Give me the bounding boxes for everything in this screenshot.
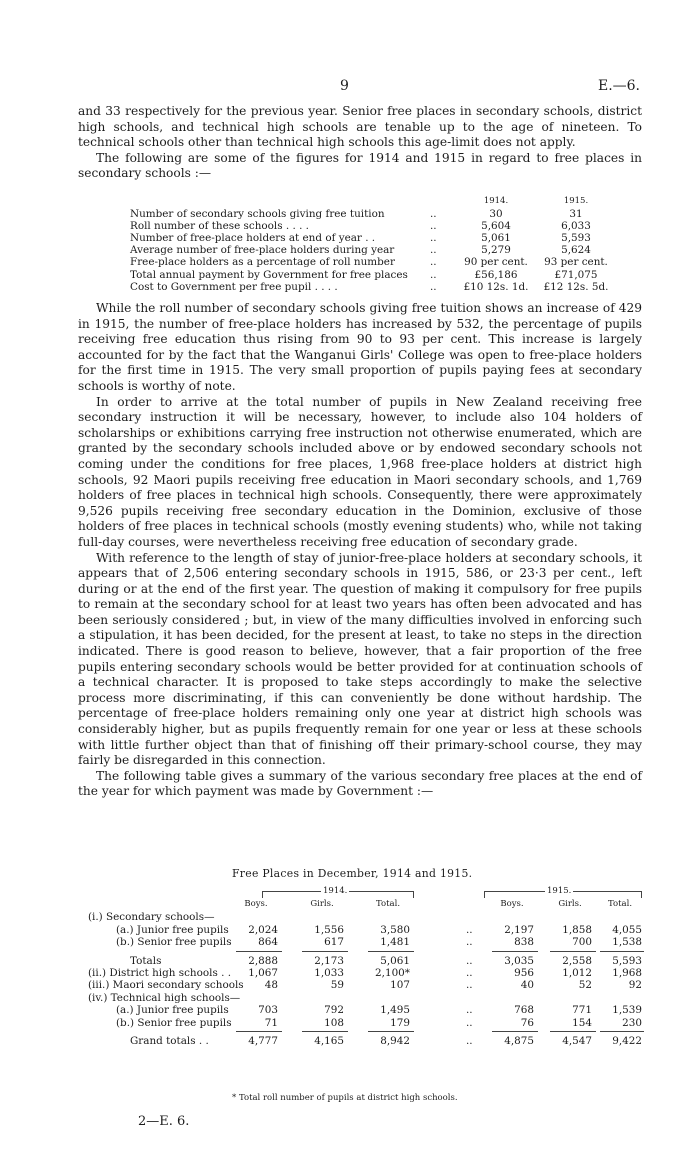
- table-row: [78, 911, 642, 923]
- figures-label: Cost to Government per free pupil . . . .: [130, 280, 338, 293]
- table-row: [78, 924, 642, 936]
- figures-row: [78, 232, 642, 244]
- row-label: (a.) Junior free pupils: [116, 923, 229, 936]
- table-cell: 1,495: [380, 1004, 410, 1017]
- table-cell: 792: [324, 1004, 344, 1017]
- total-rule: [368, 1031, 414, 1032]
- figures-row: [78, 256, 642, 268]
- figures-row: [78, 220, 642, 232]
- table-row: [78, 1004, 642, 1016]
- table-cell: 4,777: [248, 1034, 278, 1047]
- row-label: (a.) Junior free pupils: [116, 1004, 229, 1017]
- value-1915: £71,075: [554, 268, 598, 281]
- table-cell: 1,968: [612, 966, 642, 979]
- leader-dots: ..: [430, 280, 437, 293]
- value-1914: 90 per cent.: [464, 256, 528, 269]
- table-cell: 703: [258, 1004, 278, 1017]
- row-label: (i.) Secondary schools—: [88, 911, 215, 924]
- table-cell: 179: [390, 1016, 410, 1029]
- row-label: Grand totals . .: [130, 1034, 209, 1047]
- value-1915: 5,593: [561, 232, 591, 245]
- total-rule: [368, 951, 414, 952]
- table-title: Free Places in December, 1914 and 1915.: [232, 867, 473, 880]
- total-rule: [492, 951, 538, 952]
- table-footnote: * Total roll number of pupils at district high schools.: [232, 1093, 458, 1103]
- value-1915: 6,033: [561, 220, 591, 233]
- leader-dots: ..: [430, 220, 437, 233]
- table-cell: 2,197: [504, 923, 534, 936]
- leader-dots: ..: [466, 966, 473, 979]
- total-rule: [236, 1031, 282, 1032]
- table-cell: 1,012: [562, 966, 592, 979]
- table-cell: 4,875: [504, 1034, 534, 1047]
- total-rule: [236, 951, 282, 952]
- table-cell: 768: [514, 1004, 534, 1017]
- table-cell: 5,061: [380, 954, 410, 967]
- figures-label: Roll number of these schools . . . .: [130, 220, 309, 233]
- leader-dots: ..: [466, 1004, 473, 1017]
- value-1914: 5,061: [481, 232, 511, 245]
- paragraph: In order to arrive at the total number of pupils in New Zealand receiving free secondary instruction it will be necessary, however, to include also 104 holders of scholarships or exhibitions carrying free instruction not otherwise enumerated, which are granted by the secondary schools included above or by endowed secondary schools not coming under the conditions for free places, 1,968 free-place holders at district high schools, 92 Maori pupils receiving free education in Maori secondary schools, and 1,769 holders of free places in technical high schools. Consequently, there were approximately 9,526 pupils receiving free secondary education in the Dominion, exclusive of those holders of free places in technical schools (mostly evening students) who, while not taking full-day courses, were nevertheless receiving free education of secondary grade.: [78, 394, 642, 549]
- table-cell: 1,067: [248, 966, 278, 979]
- table-cell: 1,481: [380, 936, 410, 949]
- table-cell: 92: [628, 979, 642, 992]
- table-cell: 9,422: [612, 1034, 642, 1047]
- table-cell: 4,055: [612, 923, 642, 936]
- figures-label: Number of secondary schools giving free tuition: [130, 208, 385, 221]
- table-cell: 230: [622, 1016, 642, 1029]
- table-cell: 1,538: [612, 936, 642, 949]
- figures-label: Total annual payment by Government for free places: [130, 268, 408, 281]
- table-cell: 4,547: [562, 1034, 592, 1047]
- table-cell: 1,858: [562, 923, 592, 936]
- total-rule: [492, 1031, 538, 1032]
- row-label: (iii.) Maori secondary schools: [88, 979, 244, 992]
- row-label: (iv.) Technical high schools—: [88, 991, 241, 1004]
- leader-dots: ..: [430, 244, 437, 257]
- paragraph: The following table gives a summary of the various secondary free places at the end of the year for which payment was made by Government :—: [78, 768, 642, 799]
- year-heading-1915: 1915.: [547, 886, 572, 896]
- total-rule: [302, 951, 348, 952]
- value-1915: 5,624: [561, 244, 591, 257]
- table-cell: 838: [514, 936, 534, 949]
- leader-dots: ..: [430, 208, 437, 221]
- paragraph: The following are some of the figures for 1914 and 1915 in regard to free places in secondary schools :—: [78, 150, 642, 181]
- value-1914: 5,604: [481, 220, 511, 233]
- table-cell: 1,556: [314, 923, 344, 936]
- table-cell: 956: [514, 966, 534, 979]
- table-cell: 2,888: [248, 954, 278, 967]
- leader-dots: ..: [466, 979, 473, 992]
- paragraph: While the roll number of secondary schools giving free tuition shows an increase of 429 in 1915, the number of free-place holders has increased by 532, the percentage of pupils receiving free education thus rising from 90 to 93 per cent. This increase is largely accounted for by the fact that the Wanganui Girls' College was open to free-place holders for the first time in 1915. The very small proportion of pupils paying fees at secondary schools is worthy of note.: [78, 301, 642, 393]
- table-row: [78, 955, 642, 967]
- value-1915: 31: [569, 208, 583, 221]
- figures-label: Free-place holders as a percentage of roll number: [130, 256, 395, 269]
- figures-row: [78, 208, 642, 220]
- table-cell: 59: [330, 979, 344, 992]
- table-cell: 52: [578, 979, 592, 992]
- table-row: [78, 992, 642, 1004]
- table-row: [78, 1017, 642, 1029]
- row-label: Totals: [130, 954, 162, 967]
- table-cell: 40: [520, 979, 534, 992]
- figures-row: [78, 269, 642, 281]
- leader-dots: ..: [466, 923, 473, 936]
- column-header-row: [78, 899, 642, 911]
- table-cell: 2,024: [248, 923, 278, 936]
- leader-dots: ..: [466, 1034, 473, 1047]
- column-header: Boys.: [244, 899, 268, 909]
- row-label: (ii.) District high schools . .: [88, 966, 231, 979]
- table-cell: 2,173: [314, 954, 344, 967]
- table-cell: 108: [324, 1016, 344, 1029]
- year-heading-1914: 1914.: [483, 196, 509, 206]
- table-cell: 4,165: [314, 1034, 344, 1047]
- value-1914: 30: [489, 208, 503, 221]
- column-header: Total.: [607, 899, 633, 909]
- paragraph: With reference to the length of stay of junior-free-place holders at secondary schools, it appears that of 2,506 entering secondary schools in 1915, 586, or 23·3 per cent., left during or at the end of the first year. The question of making it compulsory for free pupils to remain at the secondary school for at least two years has often been advocated and has been seriously considered ; but, in view of the many difficulties involved in enforcing such a stipulation, it has been decided, for the present at least, to take no steps in the direction indicated. There is good reason to believe, however, that a fair proportion of the free pupils entering secondary schools would be better provided for at continuation schools of a technical character. It is proposed to take steps accordingly to make the selective process more discriminating, if this can conveniently be done without hardship. The percentage of free-place holders remaining only one year at district high schools was considerably higher, but as pupils frequently remain for one year or less at these schools with little further object than that of finishing off their primary-school course, they may fairly be disregarded in this connection.: [78, 550, 642, 768]
- year-brace-1914: [262, 886, 414, 898]
- table-cell: 617: [324, 936, 344, 949]
- table-cell: 107: [390, 979, 410, 992]
- total-rule: [302, 1031, 348, 1032]
- leader-dots: ..: [430, 256, 437, 269]
- value-1914: £56,186: [474, 268, 518, 281]
- table-cell: 71: [264, 1016, 278, 1029]
- table-row: [78, 967, 642, 979]
- total-rule: [550, 1031, 596, 1032]
- figures-label: Number of free-place holders at end of year . .: [130, 232, 376, 245]
- table-cell: 1,033: [314, 966, 344, 979]
- table-cell: 1,539: [612, 1004, 642, 1017]
- body-paragraphs: [78, 301, 642, 800]
- figures-table: [78, 196, 642, 293]
- page-number: 9: [340, 78, 349, 94]
- total-rule: [600, 1031, 644, 1032]
- table-cell: 771: [572, 1004, 592, 1017]
- table-cell: 154: [572, 1016, 592, 1029]
- value-1914: £10 12s. 1d.: [463, 280, 529, 293]
- table-cell: 3,580: [380, 923, 410, 936]
- table-cell: 2,558: [562, 954, 592, 967]
- column-header: Boys.: [500, 899, 524, 909]
- table-cell: 2,100*: [375, 966, 410, 979]
- leader-dots: ..: [430, 268, 437, 281]
- column-header: Girls.: [310, 899, 334, 909]
- value-1914: 5,279: [481, 244, 511, 257]
- intro-paragraphs: [78, 104, 642, 182]
- table-cell: 5,593: [612, 954, 642, 967]
- figures-row: [78, 281, 642, 293]
- table-row: [78, 1035, 642, 1047]
- table-row: [78, 979, 642, 991]
- table-cell: 48: [264, 979, 278, 992]
- document-reference: E.—6.: [597, 78, 640, 94]
- table-cell: 76: [520, 1016, 534, 1029]
- table-cell: 864: [258, 936, 278, 949]
- signature-mark: 2—E. 6.: [138, 1114, 190, 1129]
- value-1915: £12 12s. 5d.: [543, 280, 609, 293]
- leader-dots: ..: [466, 1016, 473, 1029]
- leader-dots: ..: [466, 936, 473, 949]
- figures-label: Average number of free-place holders during year: [130, 244, 395, 257]
- column-header: Total.: [375, 899, 401, 909]
- year-brace-1915: [484, 886, 642, 898]
- free-places-table: [78, 885, 642, 1047]
- figures-row: [78, 244, 642, 256]
- year-heading-1914: 1914.: [323, 886, 348, 896]
- table-cell: 700: [572, 936, 592, 949]
- table-row: [78, 936, 642, 948]
- leader-dots: ..: [466, 954, 473, 967]
- year-heading-1915: 1915.: [563, 196, 589, 206]
- leader-dots: ..: [430, 232, 437, 245]
- column-header: Girls.: [558, 899, 582, 909]
- value-1915: 93 per cent.: [544, 256, 608, 269]
- row-label: (b.) Senior free pupils: [116, 936, 232, 949]
- table-cell: 8,942: [380, 1034, 410, 1047]
- table-cell: 3,035: [504, 954, 534, 967]
- row-label: (b.) Senior free pupils: [116, 1016, 232, 1029]
- total-rule: [550, 951, 596, 952]
- total-rule: [600, 951, 644, 952]
- paragraph: and 33 respectively for the previous year. Senior free places in secondary schools, district high schools, and technical high schools are tenable up to the age of nineteen. To technical schools other than technical high schools this age-limit does not apply.: [78, 104, 642, 150]
